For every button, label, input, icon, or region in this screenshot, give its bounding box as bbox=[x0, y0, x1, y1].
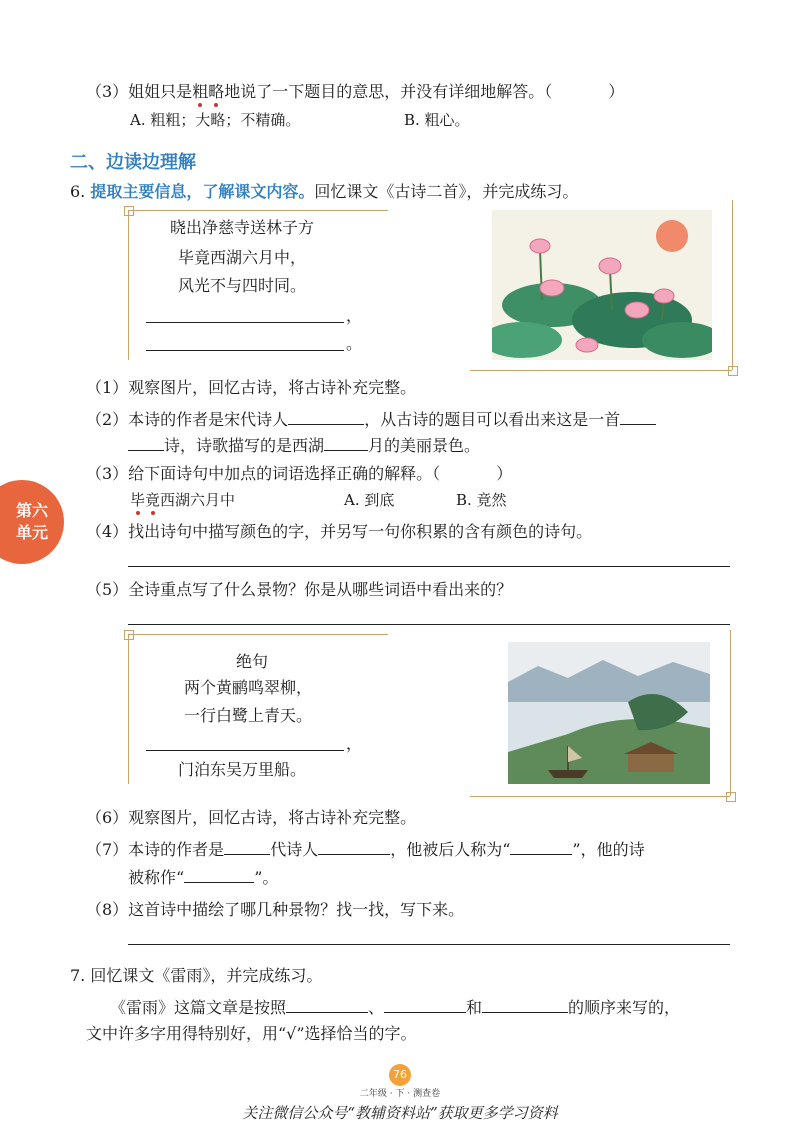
blank-poem-type-cont[interactable] bbox=[128, 434, 164, 451]
answer-line-sub5[interactable] bbox=[128, 624, 730, 625]
blank-poet[interactable] bbox=[318, 838, 390, 855]
poem2-blank-line3[interactable] bbox=[146, 750, 344, 751]
q6-sub5: （5）全诗重点写了什么景物？你是从哪些词语中看出来的？ bbox=[86, 580, 513, 599]
dotted-char: 粗 bbox=[192, 82, 209, 101]
page-number: 76 bbox=[389, 1064, 411, 1086]
blank-order-1[interactable] bbox=[286, 996, 368, 1013]
poem1-blank-line4[interactable] bbox=[146, 350, 344, 351]
poem2-title: 绝句 bbox=[236, 652, 269, 671]
q6-sub8: （8）这首诗中描绘了哪几种景物？找一找，写下来。 bbox=[86, 900, 465, 919]
blank-poem-type[interactable] bbox=[620, 408, 656, 425]
frame-corner bbox=[726, 792, 736, 802]
frame-line bbox=[128, 210, 129, 360]
poem1-comma: ， bbox=[346, 306, 363, 325]
poem2-line4: 门泊东吴万里船。 bbox=[178, 760, 307, 779]
answer-line-sub8[interactable] bbox=[128, 944, 730, 945]
frame-line bbox=[470, 796, 730, 797]
q7-title: 7. 回忆课文《雷雨》，并完成练习。 bbox=[70, 966, 323, 985]
q6-sub3-line: 毕竟西湖六月中 bbox=[130, 491, 236, 509]
frame-line bbox=[470, 370, 732, 371]
blank-order-2[interactable] bbox=[384, 996, 466, 1013]
poem1-blank-line3[interactable] bbox=[146, 322, 344, 323]
q6-sub7-line2: 被称作“ ”。 bbox=[128, 868, 279, 887]
section-title: 二、边读边理解 bbox=[70, 152, 196, 173]
blank-order-3[interactable] bbox=[482, 996, 568, 1013]
poem2-line1: 两个黄鹂鸣翠柳， bbox=[184, 678, 313, 697]
blank-poet-title[interactable] bbox=[510, 838, 572, 855]
unit-tab-label: 第六 单元 bbox=[15, 501, 48, 542]
frame-line bbox=[730, 630, 731, 796]
poem2-comma: ， bbox=[346, 734, 363, 753]
frame-corner bbox=[124, 206, 134, 216]
blank-poem-title[interactable] bbox=[184, 866, 254, 883]
frame-corner bbox=[124, 630, 134, 640]
q7-paragraph-line2: 文中许多字用得特别好，用“√”选择恰当的字。 bbox=[86, 1024, 417, 1043]
frame-line bbox=[128, 210, 388, 211]
poem1-title: 晓出净慈寺送林子方 bbox=[170, 218, 315, 237]
q6-sub2-line1: （2）本诗的作者是宋代诗人 ，从古诗的题目可以看出来这是一首 bbox=[86, 408, 656, 430]
q6-sub3-stem: （3）给下面诗句中加点的词语选择正确的解释。（ ） bbox=[86, 464, 513, 483]
q6-sub2-line2: 诗，诗歌描写的是西湖 月的美丽景色。 bbox=[128, 434, 480, 456]
frame-line bbox=[128, 634, 129, 784]
dotted-char: 竟 bbox=[145, 491, 161, 509]
blank-month[interactable] bbox=[324, 434, 368, 451]
q7-paragraph-line1: 《雷雨》这篇文章是按照 、 和 的顺序来写的， bbox=[110, 998, 681, 1017]
poem1-line2: 风光不与四时同。 bbox=[178, 276, 307, 295]
q6-sub3-option-b: B. 竟然 bbox=[456, 491, 507, 509]
answer-line-sub4[interactable] bbox=[128, 566, 730, 567]
blank-dynasty[interactable] bbox=[224, 838, 270, 855]
footer-grade: 二年级 · 下 · 测查卷 bbox=[359, 1089, 441, 1099]
poem1-period: 。 bbox=[346, 334, 363, 353]
lotus-illustration bbox=[492, 210, 712, 360]
q6-sub1: （1）观察图片，回忆古诗，将古诗补充完整。 bbox=[86, 378, 417, 397]
poem2-line2: 一行白鹭上青天。 bbox=[184, 706, 313, 725]
frame-line bbox=[732, 200, 733, 370]
q3-option-b: B. 粗心。 bbox=[404, 111, 470, 129]
dotted-char: 毕 bbox=[130, 491, 146, 509]
q6-sub4: （4）找出诗句中描写颜色的字，并另写一句你积累的含有颜色的诗句。 bbox=[86, 522, 593, 541]
q6-header: 6. 提取主要信息，了解课文内容。回忆课文《古诗二首》，并完成练习。 bbox=[70, 182, 579, 201]
footer-notice: 关注微信公众号“教辅资料站”获取更多学习资料 bbox=[242, 1104, 558, 1122]
q3-stem: （3）姐姐只是粗略地说了一下题目的意思，并没有详细地解答。（ ） bbox=[86, 82, 625, 101]
landscape-illustration bbox=[508, 642, 710, 784]
blank-author[interactable] bbox=[288, 408, 364, 425]
frame-corner bbox=[728, 366, 738, 376]
q6-sub3-option-a: A. 到底 bbox=[344, 491, 395, 509]
q6-sub7-line1: （7）本诗的作者是 代诗人 ，他被后人称为“ ”，他的诗 bbox=[86, 840, 645, 859]
dotted-char: 略 bbox=[208, 82, 225, 101]
q6-task: 提取主要信息，了解课文内容。 bbox=[90, 182, 315, 201]
frame-line bbox=[128, 634, 388, 635]
poem1-line1: 毕竟西湖六月中， bbox=[178, 248, 307, 267]
q6-sub6: （6）观察图片，回忆古诗，将古诗补充完整。 bbox=[86, 808, 417, 827]
q3-option-a: A. 粗粗；大略；不精确。 bbox=[130, 111, 301, 129]
